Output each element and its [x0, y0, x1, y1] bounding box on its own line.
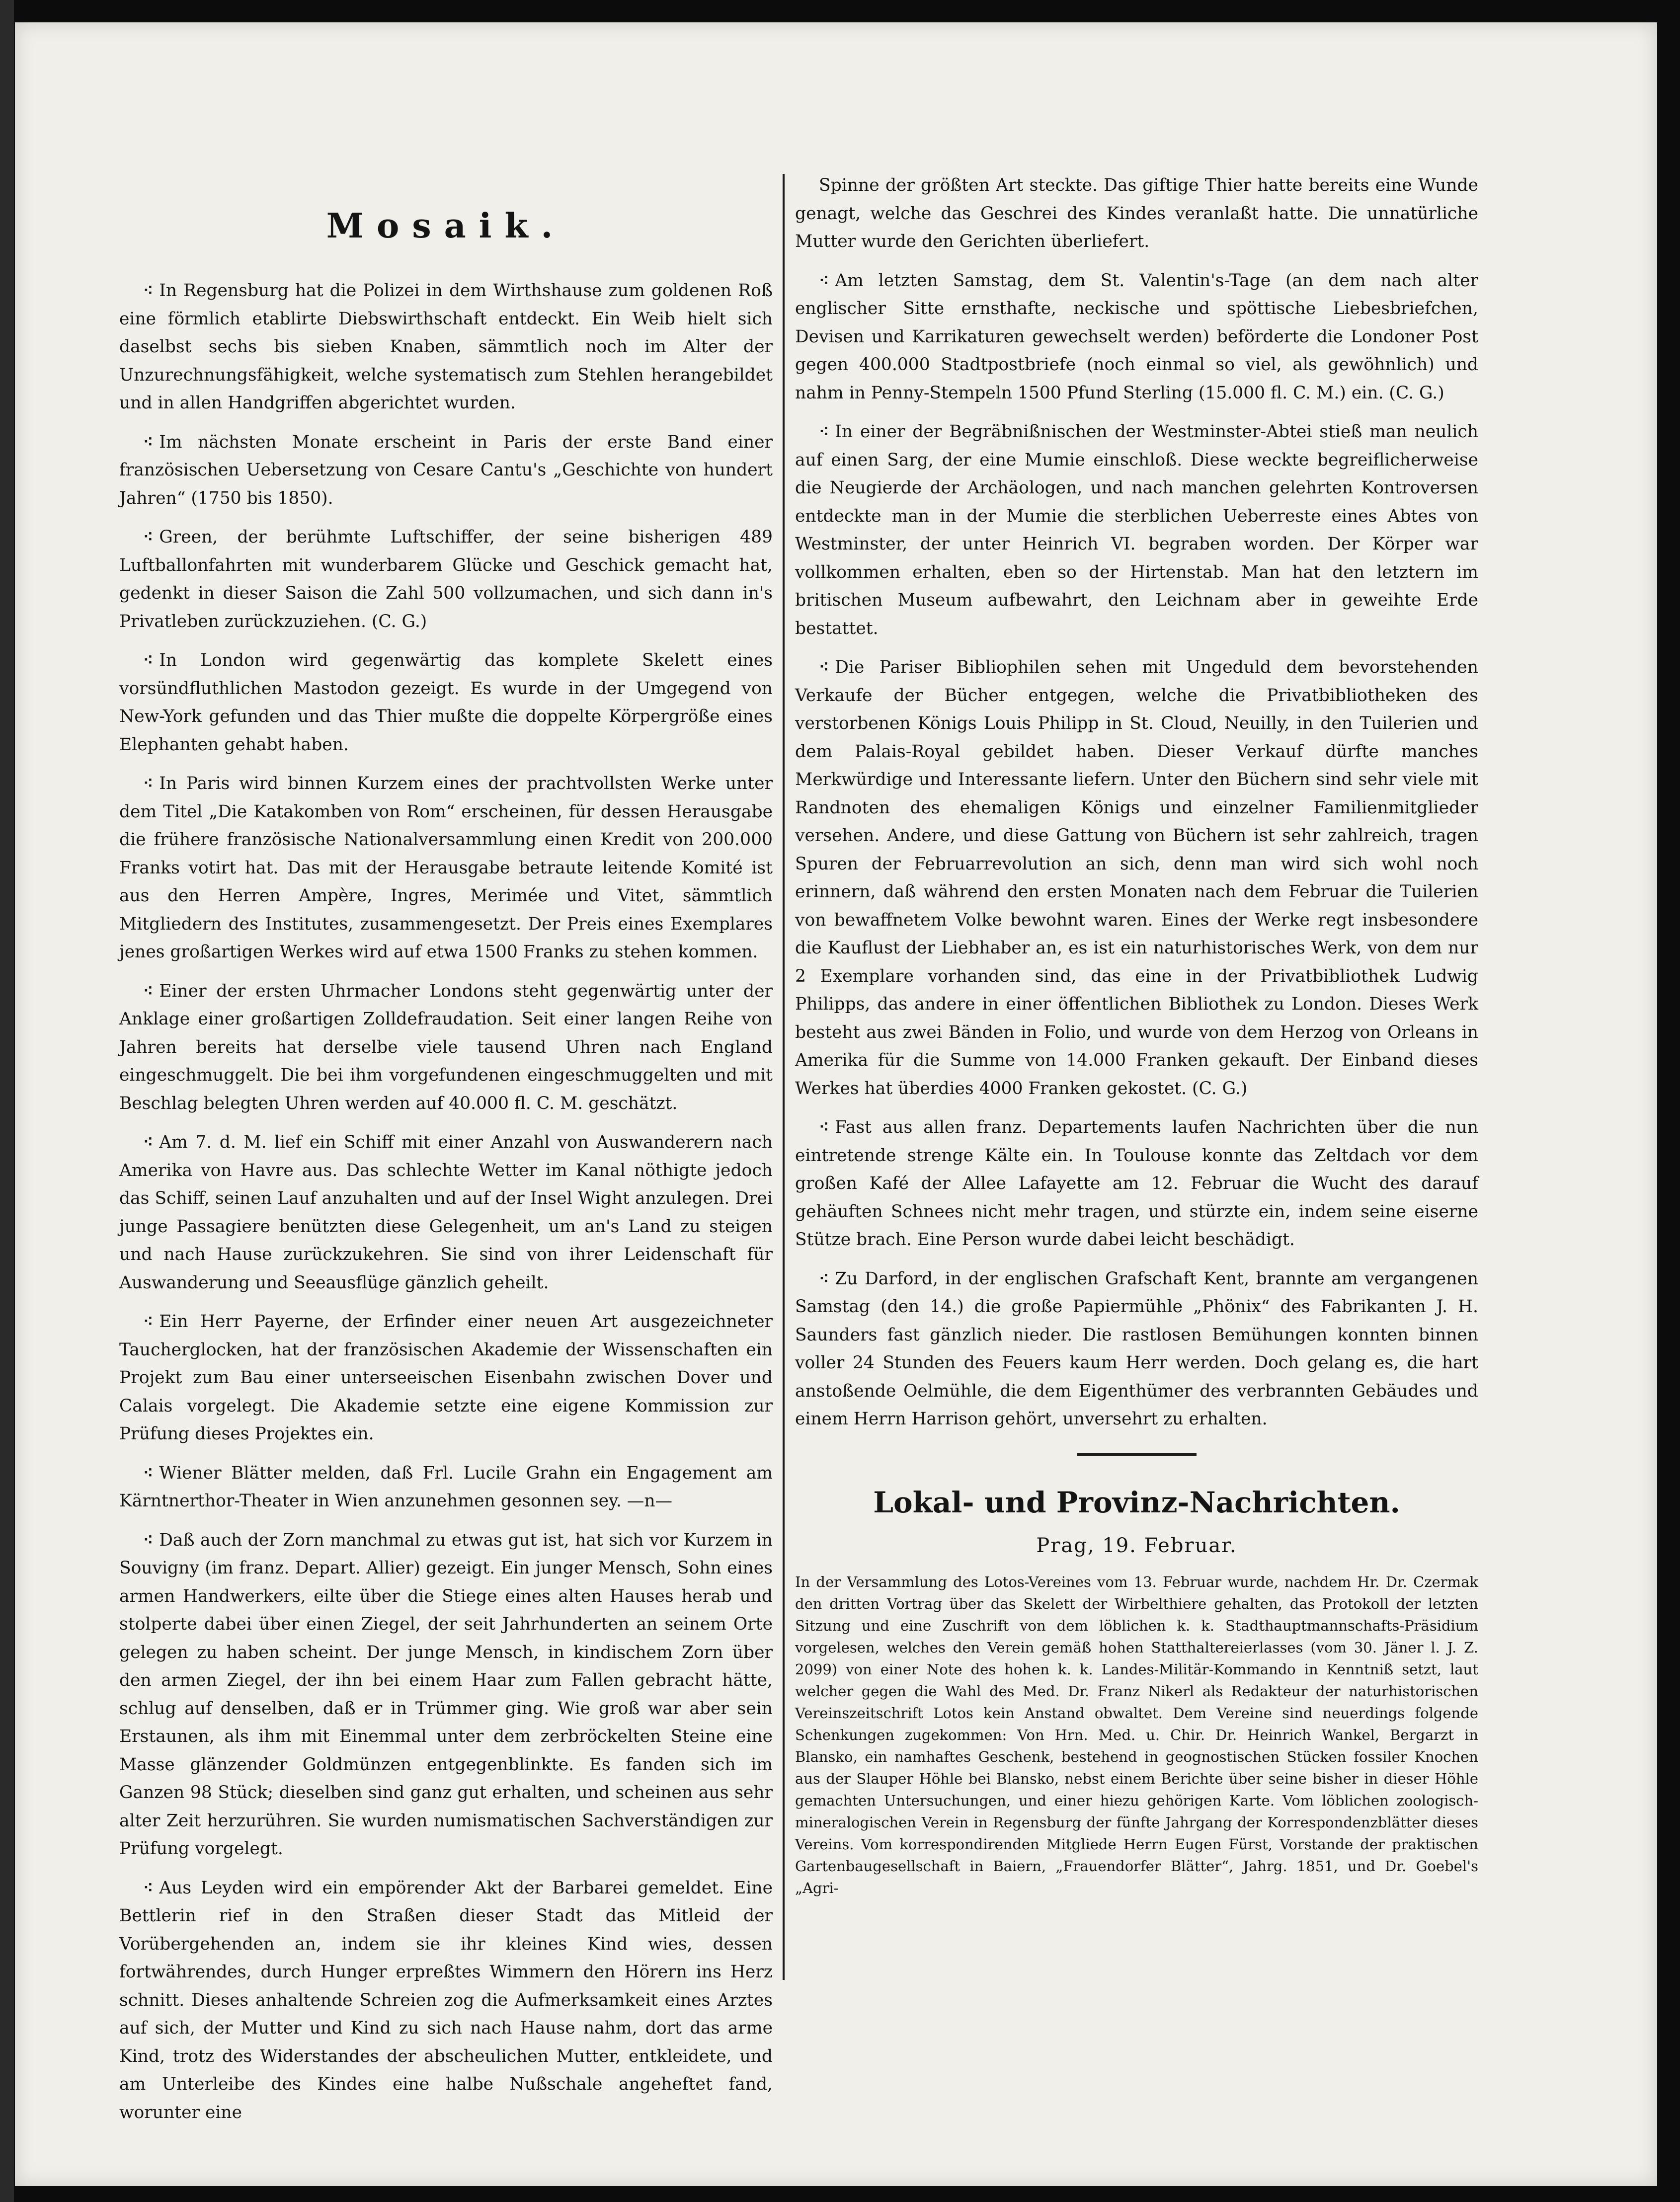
- item-marker-icon: ⁖: [819, 1268, 830, 1289]
- news-item-text: Fast aus allen franz. Departements laufen Nachrichten über die nun eintretende strenge Kälte ein. In Toulouse konnte das Zeltdach vor dem großen Kafé der Allee Lafayette am 12. Februar die Wucht des darauf gehäuften Schnees nicht mehr tragen, und stürzte ein, indem seine eiserne Stütze brach. Eine Person wurde dabei leicht beschädigt.: [795, 1117, 1478, 1250]
- news-item: [795, 1265, 1478, 1433]
- section-title-mosaik: Mosaik.: [326, 206, 566, 246]
- section-title-local: Lokal- und Provinz-Nachrichten.: [873, 1485, 1400, 1519]
- item-marker-icon: ⁖: [143, 432, 155, 452]
- news-item-text: Am 7. d. M. lief ein Schiff mit einer Anzahl von Auswanderern nach Amerika von Havre aus. Das schlechte Wetter im Kanal nöthigte jedoch das Schiff, seinen Lauf anzuhalten und auf der Insel Wight anzulegen. Drei junge Passagiere benützten diese Gelegenheit, um an's Land zu steigen und nach Hause zurückzukehren. Sie sind von ihrer Leidenschaft für Auswanderung und Seeausflüge gänzlich geheilt.: [119, 1132, 773, 1293]
- item-marker-icon: ⁖: [819, 270, 830, 291]
- news-item: [795, 418, 1478, 642]
- news-item: [119, 428, 773, 513]
- news-item-text: Daß auch der Zorn manchmal zu etwas gut ist, hat sich vor Kurzem in Souvigny (im franz. Depart. Allier) gezeigt. Ein junger Mensch, Sohn eines armen Handwerkers, eilte über die Stiege eines alten Hauses herab und stolperte dabei über einen Ziegel, der seit Jahrhunderten an seinem Orte gelegen zu haben scheint. Der junge Mensch, in kindischem Zorn über den armen Ziegel, der ihn bei einem Haar zum Fallen gebracht hätte, schlug auf denselben, daß er in Trümmer ging. Wie groß war aber sein Erstaunen, als ihm mit Einemmal unter dem zerbröckelten Steine eine Masse glänzender Goldmünzen entgegenblinkte. Es fanden sich im Ganzen 98 Stück; dieselben sind ganz gut erhalten, und scheinen aus sehr alter Zeit herzurühren. Sie wurden numismatischen Sachverständigen zur Prüfung vorgelegt.: [119, 1530, 773, 1859]
- news-item: [119, 977, 773, 1118]
- news-item: [119, 1874, 773, 2127]
- section-separator: [1077, 1453, 1197, 1456]
- news-item-text: Spinne der größten Art steckte. Das giftige Thier hatte bereits eine Wunde genagt, welche das Geschrei des Kindes veranlaßt hatte. Die unnatürliche Mutter wurde den Gerichten überliefert.: [795, 175, 1478, 251]
- news-item-text: In einer der Begräbnißnischen der Westminster-Abtei stieß man neulich auf einen Sarg, der eine Mumie einschloß. Diese weckte begreiflicherweise die Neugierde der Archäologen, und nach manchen gelehrten Kontroversen entdeckte man in der Mumie die sterblichen Ueberreste eines Abtes von Westminster, der unter Heinrich VI. begraben worden. Der Körper war vollkommen erhalten, eben so der Hirtenstab. Man hat den letztern im britischen Museum aufbewahrt, den Leichnam aber in geweihte Erde bestattet.: [795, 422, 1478, 638]
- item-marker-icon: ⁖: [143, 1312, 155, 1332]
- news-item-text: In Paris wird binnen Kurzem eines der prachtvollsten Werke unter dem Titel „Die Katakomben von Rom“ erscheinen, für dessen Herausgabe die frühere französische Nationalversammlung einen Kredit von 200.000 Franks votirt hat. Das mit der Herausgabe betraute leitende Komité ist aus den Herren Ampère, Ingres, Merimée und Vitet, sämmtlich Mitgliedern des Institutes, zusammengesetzt. Der Preis eines Exemplares jenes großartigen Werkes wird auf etwa 1500 Franks zu stehen kommen.: [119, 774, 773, 962]
- news-item-text: Am letzten Samstag, dem St. Valentin's-Tage (an dem nach alter englischer Sitte ernsthafte, neckische und spöttische Liebesbriefchen, Devisen und Karrikaturen gewechselt werden) beförderte die Londoner Post gegen 400.000 Stadtpostbriefe (noch einmal so viel, als gewöhnlich) und nahm in Penny-Stempeln 1500 Pfund Sterling (15.000 fl. C. M.) ein. (C. G.): [795, 270, 1478, 403]
- news-item-text: Zu Darford, in der englischen Grafschaft Kent, brannte am vergangenen Samstag (den 14.) die große Papiermühle „Phönix“ des Fabrikanten J. H. Saunders fast gänzlich nieder. Die rastlosen Bemühungen konnten binnen voller 24 Stunden des Feuers kaum Herr werden. Doch gelang es, die hart anstoßende Oelmühle, die dem Eigenthümer des verbrannten Gebäudes und einem Herrn Harrison gehört, unversehrt zu erhalten.: [795, 1268, 1478, 1429]
- item-marker-icon: ⁖: [143, 1878, 155, 1898]
- item-marker-icon: ⁖: [143, 1463, 155, 1483]
- local-report: [795, 1571, 1478, 1899]
- news-item: [119, 523, 773, 635]
- left-items: [119, 277, 773, 2126]
- news-item: [795, 653, 1478, 1102]
- item-marker-icon: ⁖: [143, 1530, 155, 1550]
- news-item: [119, 1459, 773, 1515]
- news-item: [795, 267, 1478, 407]
- news-item-text: Wiener Blätter melden, daß Frl. Lucile Grahn ein Engagement am Kärntnerthor-Theater in Wien anzunehmen gesonnen sey. —n—: [119, 1463, 773, 1511]
- news-item-text: In London wird gegenwärtig das komplete Skelett eines vorsündfluthlichen Mastodon gezeigt. Es wurde in der Umgegend von New-York gefunden und das Thier mußte die doppelte Körpergröße eines Elephanten gehabt haben.: [119, 650, 773, 755]
- news-item-text: Im nächsten Monate erscheint in Paris der erste Band einer französischen Uebersetzung von Cesare Cantu's „Geschichte von hundert Jahren“ (1750 bis 1850).: [119, 432, 773, 508]
- news-item: [119, 1308, 773, 1448]
- news-item: [119, 770, 773, 966]
- news-item-text: Die Pariser Bibliophilen sehen mit Ungeduld dem bevorstehenden Verkaufe der Bücher entgegen, welche die Privatbibliotheken des verstorbenen Königs Louis Philipp in St. Cloud, Neuilly, in den Tuilerien und dem Palais-Royal gebildet haben. Dieser Verkauf dürfte manches Merkwürdige und Interessante liefern. Unter den Büchern sind sehr viele mit Randnoten des ehemaligen Königs und einzelner Familienmitglieder versehen. Andere, und diese Gattung von Büchern ist sehr zahlreich, tragen Spuren der Februarrevolution an sich, denn man wird sich wohl noch erinnern, daß während den ersten Monaten nach dem Februar die Tuilerien von bewaffnetem Volke bewohnt waren. Eines der Werke regt insbesondere die Kauflust der Liebhaber an, es ist ein naturhistorisches Werk, von dem nur 2 Exemplare vorhanden sind, das eine in der Privatbibliothek Ludwig Philipps, das andere in einer öffentlichen Bibliothek zu London. Dieses Werk besteht aus zwei Bänden in Folio, und wurde von dem Herzog von Orleans in Amerika für die Summe von 14.000 Franken gekauft. Der Einband dieses Werkes hat überdies 4000 Franken gekostet. (C. G.): [795, 657, 1478, 1099]
- news-item-text: Ein Herr Payerne, der Erfinder einer neuen Art ausgezeichneter Taucherglocken, hat der französischen Akademie der Wissenschaften ein Projekt zum Bau einer unterseeischen Eisenbahn zwischen Dover und Calais vorgelegt. Die Akademie setzte eine eigene Kommission zur Prüfung dieses Projektes ein.: [119, 1312, 773, 1444]
- news-item: [119, 646, 773, 759]
- previous-page-edge: [0, 0, 14, 2202]
- item-marker-icon: ⁖: [143, 527, 155, 547]
- item-marker-icon: ⁖: [143, 774, 155, 793]
- news-item: [795, 1113, 1478, 1254]
- right-column: [795, 171, 1478, 2109]
- news-item-text: Aus Leyden wird ein empörender Akt der Barbarei gemeldet. Eine Bettlerin rief in den Straßen dieser Stadt das Mitleid der Vorübergehenden an, indem sie ihr kleines Kind wies, dessen fortwährendes, durch Hunger erpreßtes Wimmern den Hörern ins Herz schnitt. Dieses anhaltende Schreien zog die Aufmerksamkeit eines Arztes auf sich, der Mutter und Kind zu sich nach Hause nahm, dort das arme Kind, trotz des Widerstandes der abscheulichen Mutter, entkleidete, und am Unterleibe des Kindes eine halbe Nußschale angeheftet fand, worunter eine: [119, 1878, 773, 2123]
- news-item-text: Green, der berühmte Luftschiffer, der seine bisherigen 489 Luftballonfahrten mit wunderbarem Glücke und Geschick gemacht hat, gedenkt in dieser Saison die Zahl 500 vollzumachen, und sich dann in's Privatleben zurückzuziehen. (C. G.): [119, 527, 773, 631]
- column-divider: [783, 174, 785, 1980]
- item-marker-icon: ⁖: [143, 650, 155, 670]
- item-marker-icon: ⁖: [819, 657, 830, 677]
- item-marker-icon: ⁖: [143, 981, 155, 1001]
- local-report-text: In der Versammlung des Lotos-Vereines vom 13. Februar wurde, nachdem Hr. Dr. Czermak den dritten Vortrag über das Skelett der Wirbelthiere gehalten, das Protokoll der letzten Sitzung und eine Zuschrift von dem löblichen k. k. Stadthauptmannschafts-Präsidium vorgelesen, welches den Verein gemäß hohen Statthaltereierlasses (vom 30. Jäner l. J. Z. 2099) von einer Note des hohen k. k. Landes-Militär-Kommando in Kenntniß setzt, laut welcher gegen die Wahl des Med. Dr. Franz Nikerl als Redakteur der naturhistorischen Vereinszeitschrift Lotos kein Anstand obwaltet. Dem Vereine sind neuerdings folgende Schenkungen zugekommen: Von Hrn. Med. u. Chir. Dr. Heinrich Wankel, Bergarzt in Blansko, ein namhaftes Geschenk, bestehend in geognostischen Stücken fossiler Knochen aus der Slauper Höhle bei Blansko, nebst einem Berichte über seine bisher in dieser Höhle gemachten Untersuchungen, und einer hiezu gehörigen Karte. Vom löblichen zoologisch-mineralogischen Verein in Regensburg der fünfte Jahrgang der Korrespondenzblätter dieses Vereins. Vom korrespondirenden Mitgliede Herrn Eugen Fürst, Vorstande der praktischen Gartenbaugesellschaft in Baiern, „Frauendorfer Blätter“, Jahrg. 1851, und Dr. Goebel's „Agri-: [795, 1573, 1478, 1896]
- news-item: [119, 1128, 773, 1297]
- item-marker-icon: ⁖: [143, 281, 155, 301]
- item-marker-icon: ⁖: [143, 1132, 155, 1152]
- right-items: [795, 171, 1478, 1433]
- news-item-text: Einer der ersten Uhrmacher Londons steht gegenwärtig unter der Anklage einer großartigen Zolldefraudation. Seit einer langen Reihe von Jahren bereits hat derselbe viele tausend Uhren nach England eingeschmuggelt. Die bei ihm vorgefundenen eingeschmuggelten und mit Beschlag belegten Uhren werden auf 40.000 fl. C. M. geschätzt.: [119, 981, 773, 1113]
- left-column: [119, 171, 773, 2123]
- news-item-text: In Regensburg hat die Polizei in dem Wirthshause zum goldenen Roß eine förmlich etablirte Diebswirthschaft entdeckt. Ein Weib hielt sich daselbst sechs bis sieben Knaben, sämmtlich noch im Alter der Unzurechnungsfähigkeit, welche systematisch zum Stehlen herangebildet und in allen Handgriffen abgerichtet wurden.: [119, 281, 773, 413]
- newspaper-page: [15, 22, 1657, 2186]
- news-item: [795, 171, 1478, 256]
- news-item: [119, 277, 773, 417]
- item-marker-icon: ⁖: [819, 1117, 830, 1137]
- dateline: Prag, 19. Februar.: [1036, 1534, 1237, 1557]
- news-item: [119, 1526, 773, 1863]
- item-marker-icon: ⁖: [819, 422, 830, 442]
